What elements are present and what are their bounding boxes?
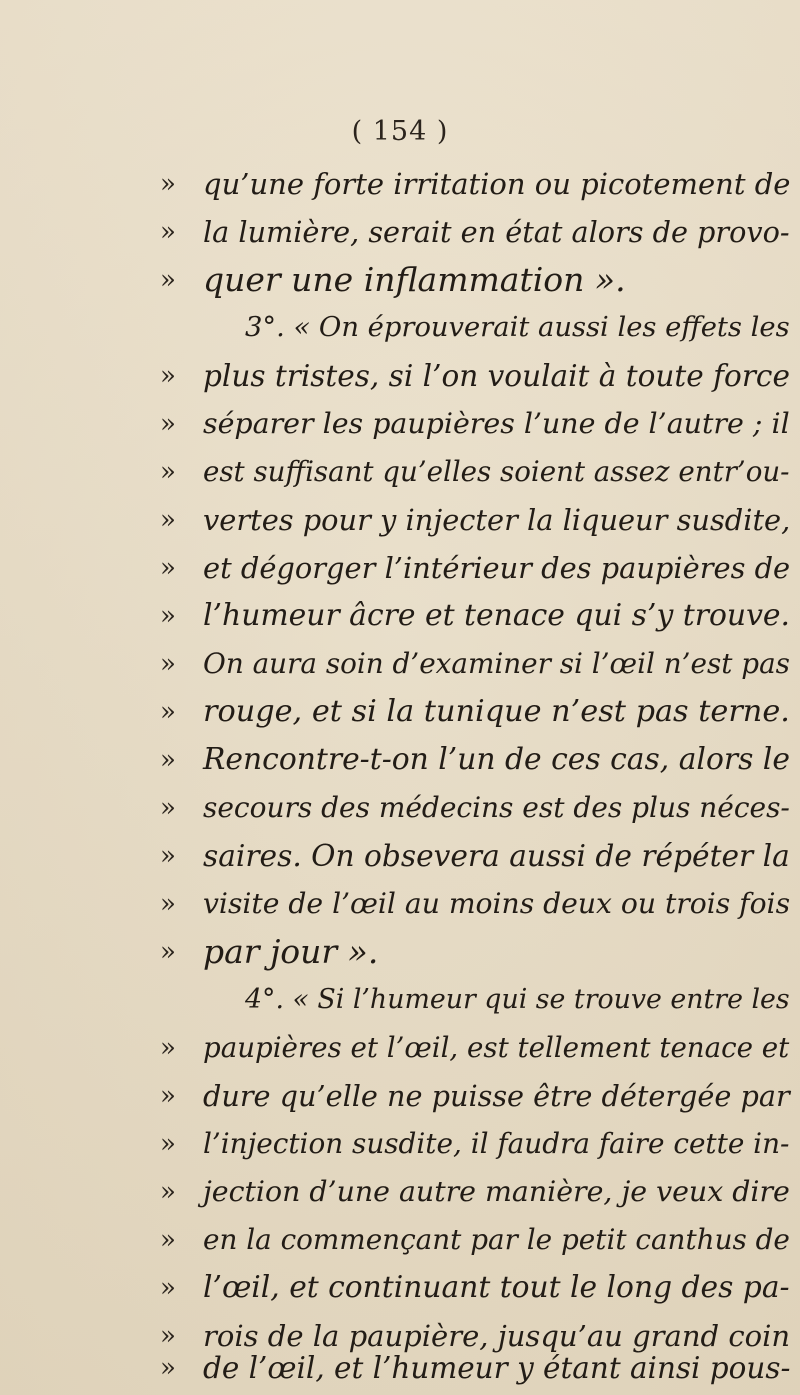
continuation-quote-mark: » xyxy=(160,505,176,535)
line-text: rouge, et si la tunique n’est pas terne. xyxy=(203,694,790,729)
line-text: qu’une forte irritation ou picotement de xyxy=(203,167,791,201)
continuation-quote-mark: » xyxy=(160,793,176,823)
text-line xyxy=(0,784,800,832)
continuation-quote-mark: » xyxy=(160,217,176,247)
line-text: On aura soin d’examiner si l’œil n’est pas xyxy=(203,647,790,680)
line-text: saires. On obsevera aussi de répéter la xyxy=(203,838,790,873)
line-text: vertes pour y injecter la liqueur susdite, xyxy=(203,503,791,537)
line-text: dure qu’elle ne puisse être détergée par xyxy=(203,1079,790,1113)
line-text: l’injection susdite, il faudra faire cette in- xyxy=(203,1127,790,1160)
text-line xyxy=(0,592,800,640)
text-line xyxy=(0,496,800,544)
line-text: rois de la paupière, jusqu’au grand coin xyxy=(203,1319,791,1353)
text-line xyxy=(0,1344,800,1392)
continuation-quote-mark: » xyxy=(160,841,176,871)
line-text: secours des médecins est des plus néces- xyxy=(203,791,790,824)
line-text: Rencontre-t-on l’un de ces cas, alors le xyxy=(203,742,790,777)
text-line xyxy=(0,1072,800,1120)
line-text: paupières et l’œil, est tellement tenace et xyxy=(203,1031,790,1064)
text-line xyxy=(0,304,800,352)
line-text: 3°. « On éprouverait aussi les effets les xyxy=(245,312,790,343)
continuation-quote-mark: » xyxy=(160,745,176,775)
continuation-quote-mark: » xyxy=(160,361,176,391)
continuation-quote-mark: » xyxy=(160,937,176,967)
continuation-quote-mark: » xyxy=(160,697,176,727)
continuation-quote-mark: » xyxy=(160,1177,176,1207)
continuation-quote-mark: » xyxy=(160,457,176,487)
text-line xyxy=(0,1216,800,1264)
continuation-quote-mark: » xyxy=(160,553,176,583)
line-text: en la commençant par le petit canthus de xyxy=(203,1223,790,1256)
line-text: l’humeur âcre et tenace qui s’y trouve. xyxy=(203,598,791,633)
line-text: et dégorger l’intérieur des paupières de xyxy=(203,551,791,585)
continuation-quote-mark: » xyxy=(160,601,176,631)
text-line xyxy=(0,256,800,304)
line-text: la lumière, serait en état alors de provo- xyxy=(203,215,790,249)
text-line xyxy=(0,1264,800,1312)
continuation-quote-mark: » xyxy=(160,1225,176,1255)
text-line xyxy=(0,448,800,496)
text-line xyxy=(0,1120,800,1168)
continuation-quote-mark: » xyxy=(160,889,176,919)
text-line xyxy=(0,736,800,784)
text-line xyxy=(0,352,800,400)
text-line xyxy=(0,976,800,1024)
continuation-quote-mark: » xyxy=(160,649,176,679)
continuation-quote-mark: » xyxy=(160,1129,176,1159)
continuation-quote-mark: » xyxy=(160,169,176,199)
text-line xyxy=(0,640,800,688)
line-text: quer une inflammation ». xyxy=(203,260,626,299)
text-line xyxy=(0,928,800,976)
text-line xyxy=(0,688,800,736)
continuation-quote-mark: » xyxy=(160,1321,176,1351)
text-line xyxy=(0,160,800,208)
text-line xyxy=(0,1168,800,1216)
line-text: est suffisant qu’elles soient assez entr’ou- xyxy=(203,455,790,488)
text-line xyxy=(0,544,800,592)
continuation-quote-mark: » xyxy=(160,409,176,439)
line-text: par jour ». xyxy=(203,932,379,971)
line-text: 4°. « Si l’humeur qui se trouve entre les xyxy=(245,984,790,1015)
text-line xyxy=(0,208,800,256)
continuation-quote-mark: » xyxy=(160,1033,176,1063)
line-text: de l’œil, et l’humeur y étant ainsi pous- xyxy=(203,1351,791,1385)
continuation-quote-mark: » xyxy=(160,1273,176,1303)
continuation-quote-mark: » xyxy=(160,1353,176,1383)
page-number: ( 154 ) xyxy=(351,116,449,147)
line-text: l’œil, et continuant tout le long des pa- xyxy=(203,1270,790,1305)
text-line xyxy=(0,1024,800,1072)
line-text: plus tristes, si l’on voulait à toute force xyxy=(203,359,790,393)
line-text: séparer les paupières l’une de l’autre ; il xyxy=(203,407,790,440)
line-text: visite de l’œil au moins deux ou trois fois xyxy=(203,887,791,920)
continuation-quote-mark: » xyxy=(160,1081,176,1111)
text-line xyxy=(0,832,800,880)
text-line xyxy=(0,880,800,928)
line-text: jection d’une autre manière, je veux dire xyxy=(203,1175,790,1208)
continuation-quote-mark: » xyxy=(160,265,176,295)
text-line xyxy=(0,400,800,448)
